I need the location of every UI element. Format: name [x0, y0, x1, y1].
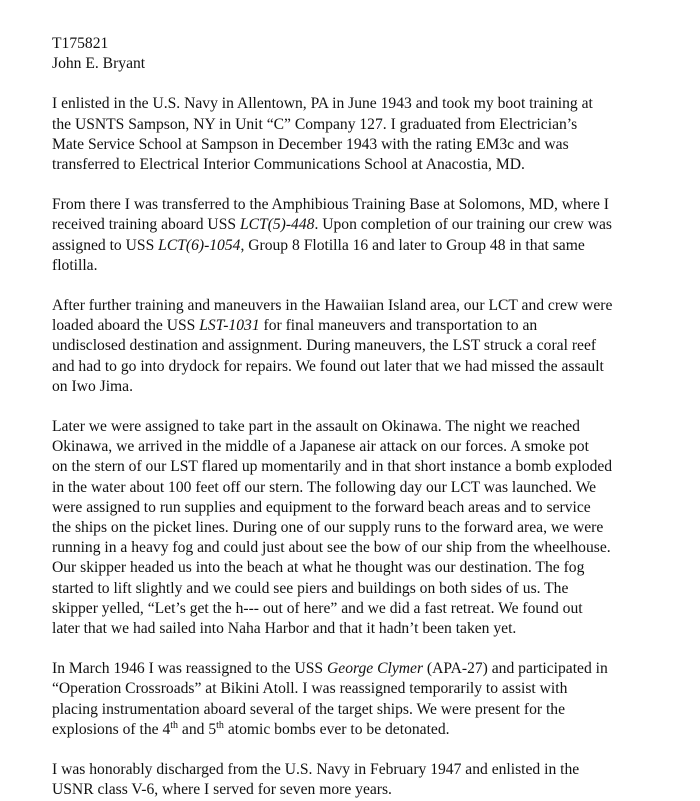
text-line: the USNTS Sampson, NY in Unit “C” Company 127. I graduated from Electrician’s	[52, 115, 578, 133]
paragraph-amphibious-training	[52, 195, 692, 276]
text-line: running in a heavy fog and could just about see the bow of our ship from the wheelhouse.	[52, 539, 611, 557]
text-line: Later we were assigned to take part in the assault on Okinawa. The night we reached	[52, 418, 580, 436]
document-id: T175821	[52, 35, 109, 52]
text-line: on the stern of our LST flared up momentarily and in that short instance a bomb exploded	[52, 458, 613, 476]
text-line: flotilla.	[52, 256, 98, 274]
text-line: USNR class V-6, where I served for seven more years.	[52, 781, 392, 799]
text-line: later that we had sailed into Naha Harbor and that it hadn’t been taken yet.	[52, 620, 517, 638]
paragraph-discharge	[52, 760, 692, 800]
author-name: John E. Bryant	[52, 55, 146, 73]
paragraph-enlistment	[52, 94, 692, 175]
text-line: and had to go into drydock for repairs. We found out later that we had missed the assault	[52, 357, 604, 375]
paragraph-hawaii-maneuvers	[52, 296, 692, 397]
text-line: Our skipper headed us into the beach at what he thought was our destination. The fog	[52, 559, 585, 577]
text-line: received training aboard USS LCT(5)-448. Upon completion of our training our crew was	[52, 216, 612, 234]
text-line: Mate Service School at Sampson in December 1943 with the rating EM3c and was	[52, 135, 569, 153]
text-line: transferred to Electrical Interior Communications School at Anacostia, MD.	[52, 156, 525, 174]
text-line: in the water about 100 feet off our stern. The following day our LCT was launched. We	[52, 478, 597, 496]
text-line: undisclosed destination and assignment. During maneuvers, the LST struck a coral reef	[52, 337, 597, 355]
text-line: From there I was transferred to the Amphibious Training Base at Solomons, MD, where I	[52, 196, 609, 214]
ordinal-suffix: th	[170, 719, 179, 731]
text-line: I was honorably discharged from the U.S. Navy in February 1947 and enlisted in the	[52, 761, 580, 779]
text-line: Okinawa, we arrived in the middle of a Japanese air attack on our forces. A smoke pot	[52, 438, 589, 456]
text-line: loaded aboard the USS LST-1031 for final maneuvers and transportation to an	[52, 317, 538, 335]
paragraph-okinawa	[52, 417, 692, 639]
text-line: In March 1946 I was reassigned to the USS George Clymer (APA-27) and participated in	[52, 660, 608, 678]
text-line: were assigned to run supplies and equipment to the forward beach areas and to service	[52, 498, 591, 516]
document-page	[52, 34, 692, 801]
ordinal-suffix: th	[216, 719, 224, 731]
ship-name: LCT(6)-1054	[158, 236, 241, 254]
ship-name: LST-1031	[199, 317, 260, 335]
ship-name: George Clymer	[327, 660, 424, 678]
text-line: After further training and maneuvers in the Hawaiian Island area, our LCT and crew were	[52, 297, 613, 315]
text-line: started to lift slightly and we could see piers and buildings on both sides of us. The	[52, 579, 569, 597]
text-line: I enlisted in the U.S. Navy in Allentown, PA in June 1943 and took my boot training at	[52, 95, 593, 113]
text-line: assigned to USS LCT(6)-1054, Group 8 Flotilla 16 and later to Group 48 in that same	[52, 236, 585, 254]
text-line: the ships on the picket lines. During one of our supply runs to the forward area, we were	[52, 519, 604, 537]
text-line: on Iwo Jima.	[52, 377, 133, 395]
ship-name: LCT(5)-448	[239, 216, 315, 234]
text-line: explosions of the 4th and 5th atomic bombs ever to be detonated.	[52, 719, 450, 738]
paragraph-operation-crossroads	[52, 659, 692, 740]
text-line: skipper yelled, “Let’s get the h--- out of here” and we did a fast retreat. We found out	[52, 599, 583, 617]
text-line: placing instrumentation aboard several of the target ships. We were present for the	[52, 700, 566, 718]
text-line: “Operation Crossroads” at Bikini Atoll. I was reassigned temporarily to assist with	[52, 680, 568, 698]
